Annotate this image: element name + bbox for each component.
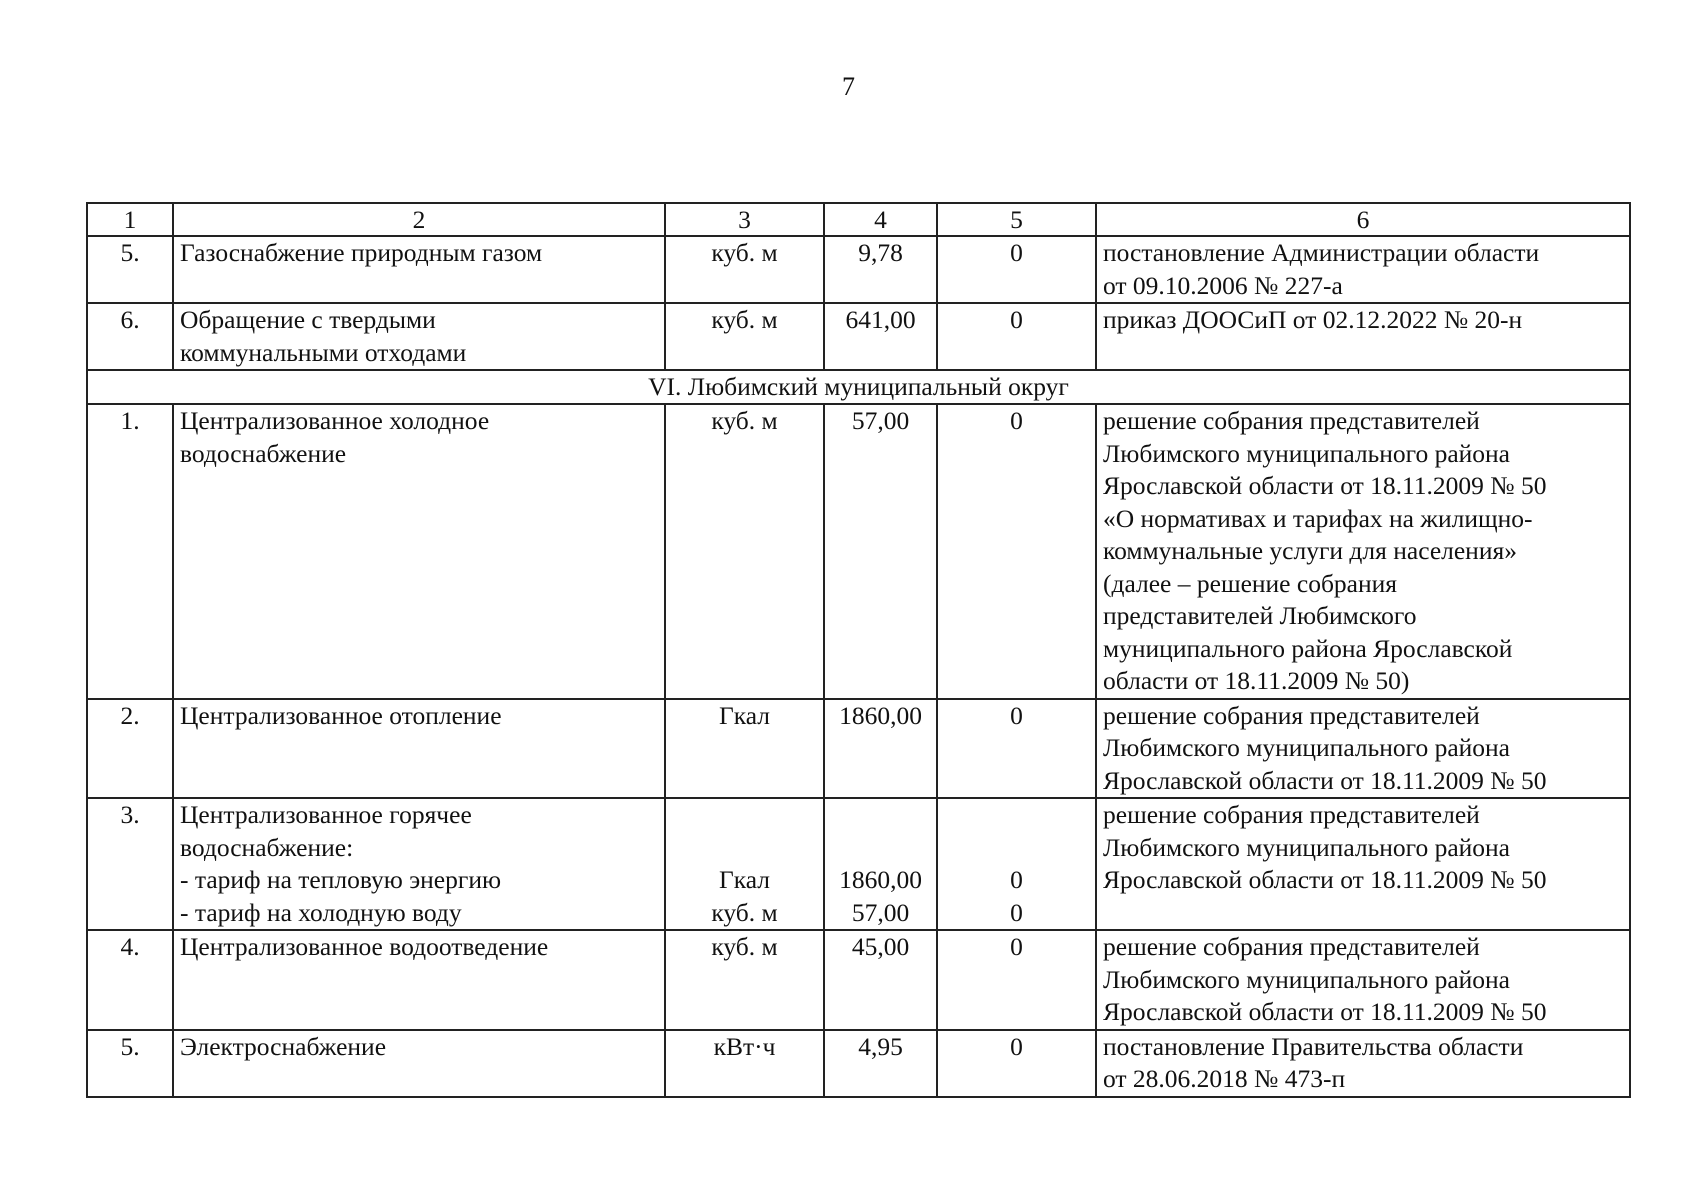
value-cell-line: 45,00 xyxy=(851,932,910,961)
service-name xyxy=(173,1030,665,1097)
header-cell-4: 4 xyxy=(824,203,937,236)
table-row xyxy=(87,798,1630,930)
col5-cell xyxy=(937,303,1096,370)
section-row xyxy=(87,370,1630,404)
unit-cell-line: куб. м xyxy=(711,897,778,927)
service-name xyxy=(173,404,665,699)
basis-cell-line: от 28.06.2018 № 473-п xyxy=(1103,1064,1346,1093)
basis-cell-line: приказ ДООСиП от 02.12.2022 № 20-н xyxy=(1103,305,1523,334)
unit-cell-line: куб. м xyxy=(711,406,778,435)
col5-cell-line: 0 xyxy=(1010,897,1023,927)
service-name xyxy=(173,930,665,1030)
col5-cell-line: 0 xyxy=(1010,700,1023,730)
service-name xyxy=(173,236,665,303)
basis-cell-line: Ярославской области от 18.11.2009 № 50 xyxy=(1103,471,1547,500)
value-cell-line: 4,95 xyxy=(858,1031,903,1061)
service-name-line: водоснабжение: xyxy=(180,832,354,862)
value-cell-line: 1860,00 xyxy=(839,700,922,730)
service-name-line: Электроснабжение xyxy=(180,1031,387,1061)
unit-cell-line xyxy=(672,832,817,865)
unit-cell xyxy=(665,303,824,370)
value-cell-line: 641,00 xyxy=(845,305,916,334)
basis-cell-line: от 09.10.2006 № 227-а xyxy=(1103,270,1343,300)
row-number: 5. xyxy=(87,1030,173,1097)
unit-cell xyxy=(665,236,824,303)
unit-cell-line: куб. м xyxy=(711,238,778,267)
basis-cell-line: «О нормативах и тарифах на жилищно- xyxy=(1103,503,1533,533)
row-number: 2. xyxy=(87,699,173,799)
basis-cell-line: Ярославской области от 18.11.2009 № 50 xyxy=(1103,765,1547,795)
service-name-line: водоснабжение xyxy=(180,438,347,468)
value-cell xyxy=(824,1030,937,1097)
table-row xyxy=(87,1030,1630,1097)
service-name-line: коммунальными отходами xyxy=(180,337,467,367)
service-name-line: Обращение с твердыми xyxy=(180,305,436,334)
value-cell-line: 9,78 xyxy=(858,238,903,267)
value-cell-line xyxy=(831,832,930,865)
service-name-line: - тариф на холодную воду xyxy=(180,897,462,927)
basis-cell xyxy=(1096,404,1630,699)
col5-cell-line: 0 xyxy=(1010,865,1023,894)
col5-cell xyxy=(937,236,1096,303)
unit-cell-line: куб. м xyxy=(711,305,778,334)
service-name xyxy=(173,303,665,370)
basis-cell-line: коммунальные услуги для населения» xyxy=(1103,536,1517,565)
basis-cell-line: Любимского муниципального района xyxy=(1103,832,1511,862)
row-number: 3. xyxy=(87,798,173,930)
unit-cell-line: Гкал xyxy=(718,865,770,894)
value-cell xyxy=(824,236,937,303)
table-row xyxy=(87,930,1630,1030)
basis-cell xyxy=(1096,930,1630,1030)
service-name xyxy=(173,798,665,930)
service-name xyxy=(173,699,665,799)
basis-cell-line: постановление Администрации области xyxy=(1103,238,1540,267)
col5-cell-line: 0 xyxy=(1010,406,1023,435)
table-row xyxy=(87,699,1630,799)
unit-cell-line: куб. м xyxy=(711,932,778,961)
basis-cell-line: решение собрания представителей xyxy=(1103,406,1480,435)
value-cell-line: 1860,00 xyxy=(839,865,922,894)
header-cell-1: 1 xyxy=(87,203,173,236)
table-row xyxy=(87,236,1630,303)
basis-cell-line: Любимского муниципального района xyxy=(1103,438,1511,468)
unit-cell xyxy=(665,404,824,699)
table-row xyxy=(87,404,1630,699)
value-cell-line xyxy=(831,799,930,832)
col5-cell-line xyxy=(944,832,1089,865)
service-name-line: Централизованное водоотведение xyxy=(180,932,549,961)
col5-cell xyxy=(937,1030,1096,1097)
basis-cell-line: представителей Любимского xyxy=(1103,601,1417,630)
service-name-line: Централизованное холодное xyxy=(180,406,490,435)
header-cell-3: 3 xyxy=(665,203,824,236)
table-row xyxy=(87,303,1630,370)
basis-cell-line: Ярославской области от 18.11.2009 № 50 xyxy=(1103,865,1547,894)
row-number: 4. xyxy=(87,930,173,1030)
value-cell xyxy=(824,404,937,699)
basis-cell-line: Ярославской области от 18.11.2009 № 50 xyxy=(1103,997,1547,1026)
unit-cell xyxy=(665,930,824,1030)
col5-cell xyxy=(937,699,1096,799)
section-title: VI. Любимский муниципальный округ xyxy=(87,370,1630,404)
basis-cell-line: решение собрания представителей xyxy=(1103,700,1480,730)
value-cell xyxy=(824,930,937,1030)
col5-cell-line: 0 xyxy=(1010,305,1023,334)
header-cell-6: 6 xyxy=(1096,203,1630,236)
unit-cell xyxy=(665,699,824,799)
basis-cell-line: области от 18.11.2009 № 50) xyxy=(1103,666,1410,695)
basis-cell-line: муниципального района Ярославской xyxy=(1103,633,1513,663)
unit-cell-line: Гкал xyxy=(718,700,770,730)
service-name-line: Централизованное отопление xyxy=(180,700,502,730)
col5-cell xyxy=(937,798,1096,930)
tariff-table xyxy=(86,202,1631,1098)
basis-cell xyxy=(1096,699,1630,799)
service-name-line: Централизованное горячее xyxy=(180,800,472,829)
value-cell xyxy=(824,303,937,370)
unit-cell xyxy=(665,1030,824,1097)
row-number: 5. xyxy=(87,236,173,303)
value-cell xyxy=(824,798,937,930)
header-cell-5: 5 xyxy=(937,203,1096,236)
page-number: 7 xyxy=(842,72,855,101)
basis-cell-line: постановление Правительства области xyxy=(1103,1031,1524,1061)
basis-cell-line: Любимского муниципального района xyxy=(1103,964,1511,994)
col5-cell xyxy=(937,930,1096,1030)
header-row xyxy=(87,203,1630,236)
col5-cell xyxy=(937,404,1096,699)
unit-cell-line xyxy=(672,799,817,832)
col5-cell-line: 0 xyxy=(1010,932,1023,961)
col5-cell-line: 0 xyxy=(1010,1031,1023,1061)
service-name-line: Газоснабжение природным газом xyxy=(180,238,543,267)
unit-cell-line: кВт·ч xyxy=(713,1031,776,1061)
header-cell-2: 2 xyxy=(173,203,665,236)
value-cell xyxy=(824,699,937,799)
basis-cell-line: решение собрания представителей xyxy=(1103,932,1480,961)
value-cell-line: 57,00 xyxy=(851,897,910,927)
basis-cell xyxy=(1096,798,1630,930)
row-number: 6. xyxy=(87,303,173,370)
basis-cell xyxy=(1096,236,1630,303)
basis-cell-line: Любимского муниципального района xyxy=(1103,733,1511,762)
col5-cell-line xyxy=(944,799,1089,832)
basis-cell xyxy=(1096,1030,1630,1097)
basis-cell xyxy=(1096,303,1630,370)
row-number: 1. xyxy=(87,404,173,699)
value-cell-line: 57,00 xyxy=(851,406,910,435)
service-name-line: - тариф на тепловую энергию xyxy=(180,865,502,894)
basis-cell-line: (далее – решение собрания xyxy=(1103,568,1398,598)
col5-cell-line: 0 xyxy=(1010,238,1023,267)
unit-cell xyxy=(665,798,824,930)
basis-cell-line: решение собрания представителей xyxy=(1103,800,1480,829)
